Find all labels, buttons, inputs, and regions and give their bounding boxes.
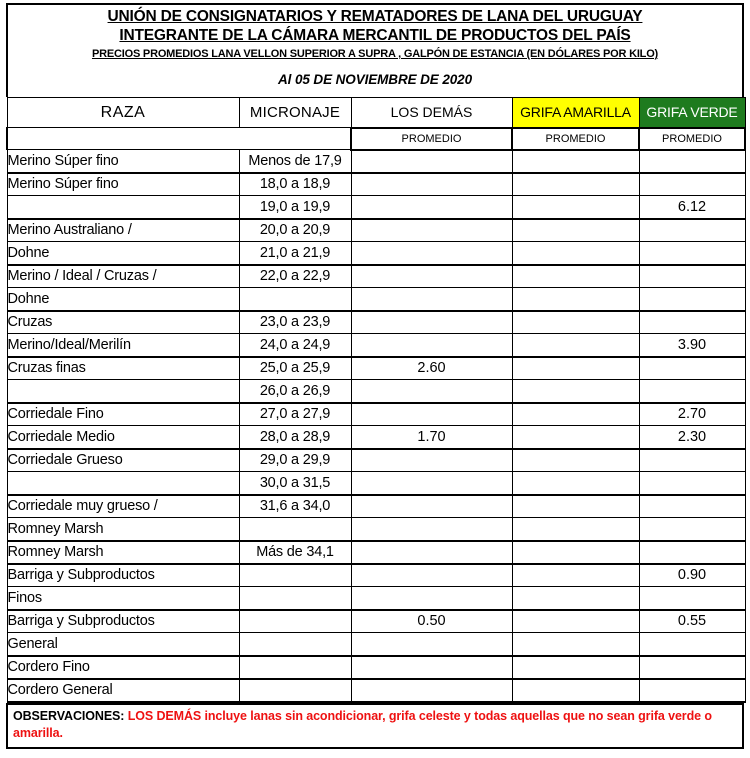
cell-grifa-amarilla bbox=[512, 495, 639, 518]
column-header-los-demas: LOS DEMÁS bbox=[351, 98, 512, 128]
cell-los-demas bbox=[351, 196, 512, 219]
cell-los-demas: 1.70 bbox=[351, 426, 512, 449]
cell-los-demas bbox=[351, 587, 512, 610]
cell-micronaje: 23,0 a 23,9 bbox=[239, 311, 351, 334]
cell-grifa-verde bbox=[639, 633, 745, 656]
cell-grifa-verde bbox=[639, 357, 745, 380]
cell-micronaje: Menos de 17,9 bbox=[239, 150, 351, 173]
cell-raza: Corriedale Medio bbox=[7, 426, 239, 449]
cell-raza: Cruzas bbox=[7, 311, 239, 334]
cell-los-demas bbox=[351, 380, 512, 403]
cell-raza: General bbox=[7, 633, 239, 656]
cell-los-demas bbox=[351, 403, 512, 426]
cell-raza: Corriedale Grueso bbox=[7, 449, 239, 472]
cell-grifa-amarilla bbox=[512, 564, 639, 587]
column-header-grifa-amarilla: GRIFA AMARILLA bbox=[512, 98, 639, 128]
cell-los-demas bbox=[351, 633, 512, 656]
cell-micronaje bbox=[239, 610, 351, 633]
cell-grifa-amarilla bbox=[512, 449, 639, 472]
table-row bbox=[7, 656, 745, 679]
table-row bbox=[7, 495, 745, 518]
cell-los-demas: 0.50 bbox=[351, 610, 512, 633]
cell-micronaje bbox=[239, 518, 351, 541]
cell-raza: Barriga y Subproductos bbox=[7, 564, 239, 587]
table-row bbox=[7, 288, 745, 311]
cell-los-demas bbox=[351, 334, 512, 357]
cell-grifa-amarilla bbox=[512, 426, 639, 449]
subheader-spacer-micronaje bbox=[239, 128, 351, 150]
cell-grifa-amarilla bbox=[512, 196, 639, 219]
cell-los-demas bbox=[351, 173, 512, 196]
cell-micronaje: 20,0 a 20,9 bbox=[239, 219, 351, 242]
table-row bbox=[7, 449, 745, 472]
cell-grifa-verde bbox=[639, 541, 745, 564]
cell-grifa-amarilla bbox=[512, 311, 639, 334]
cell-micronaje: 27,0 a 27,9 bbox=[239, 403, 351, 426]
column-header-grifa-verde: GRIFA VERDE bbox=[639, 98, 745, 128]
table-row bbox=[7, 541, 745, 564]
cell-los-demas bbox=[351, 311, 512, 334]
cell-raza: Merino Súper fino bbox=[7, 150, 239, 173]
cell-grifa-verde bbox=[639, 495, 745, 518]
cell-grifa-amarilla bbox=[512, 633, 639, 656]
cell-los-demas bbox=[351, 679, 512, 702]
cell-grifa-verde bbox=[639, 265, 745, 288]
cell-los-demas: 2.60 bbox=[351, 357, 512, 380]
cell-grifa-verde: 6.12 bbox=[639, 196, 745, 219]
cell-grifa-amarilla bbox=[512, 679, 639, 702]
cell-micronaje: 31,6 a 34,0 bbox=[239, 495, 351, 518]
cell-grifa-verde bbox=[639, 472, 745, 495]
cell-grifa-verde: 3.90 bbox=[639, 334, 745, 357]
cell-los-demas bbox=[351, 265, 512, 288]
cell-raza: Corriedale muy grueso / bbox=[7, 495, 239, 518]
table-row bbox=[7, 196, 745, 219]
table-body bbox=[7, 150, 745, 702]
column-header-micronaje: MICRONAJE bbox=[239, 98, 351, 128]
cell-raza bbox=[7, 472, 239, 495]
cell-grifa-amarilla bbox=[512, 380, 639, 403]
cell-micronaje: 21,0 a 21,9 bbox=[239, 242, 351, 265]
cell-grifa-verde bbox=[639, 656, 745, 679]
subheader-spacer-raza bbox=[7, 128, 239, 150]
subheader-promedio-los-demas: PROMEDIO bbox=[351, 128, 512, 150]
table-row bbox=[7, 150, 745, 173]
cell-raza bbox=[7, 380, 239, 403]
cell-micronaje: 19,0 a 19,9 bbox=[239, 196, 351, 219]
cell-raza bbox=[7, 196, 239, 219]
cell-grifa-amarilla bbox=[512, 610, 639, 633]
cell-grifa-amarilla bbox=[512, 265, 639, 288]
cell-micronaje: 24,0 a 24,9 bbox=[239, 334, 351, 357]
cell-raza: Romney Marsh bbox=[7, 541, 239, 564]
table-row bbox=[7, 426, 745, 449]
cell-grifa-verde bbox=[639, 219, 745, 242]
cell-grifa-verde bbox=[639, 518, 745, 541]
cell-micronaje: 22,0 a 22,9 bbox=[239, 265, 351, 288]
cell-grifa-verde: 0.55 bbox=[639, 610, 745, 633]
cell-raza: Romney Marsh bbox=[7, 518, 239, 541]
cell-micronaje: 25,0 a 25,9 bbox=[239, 357, 351, 380]
subtitle-line: PRECIOS PROMEDIOS LANA VELLON SUPERIOR A SUPRA , GALPÓN DE ESTANCIA (EN DÓLARES POR KILO) bbox=[91, 48, 659, 60]
cell-grifa-amarilla bbox=[512, 357, 639, 380]
cell-raza: Merino/Ideal/Merilín bbox=[7, 334, 239, 357]
cell-los-demas bbox=[351, 656, 512, 679]
cell-grifa-verde bbox=[639, 587, 745, 610]
table-row bbox=[7, 633, 745, 656]
cell-los-demas bbox=[351, 518, 512, 541]
cell-los-demas bbox=[351, 564, 512, 587]
cell-micronaje bbox=[239, 633, 351, 656]
cell-grifa-verde bbox=[639, 288, 745, 311]
cell-grifa-amarilla bbox=[512, 173, 639, 196]
cell-grifa-amarilla bbox=[512, 288, 639, 311]
observations-text: LOS DEMÁS incluye lanas sin acondicionar, grifa celeste y todas aquellas que no sean grifa verde o amarilla. bbox=[13, 708, 712, 740]
cell-micronaje: 30,0 a 31,5 bbox=[239, 472, 351, 495]
cell-los-demas bbox=[351, 150, 512, 173]
cell-grifa-amarilla bbox=[512, 656, 639, 679]
cell-grifa-verde: 0.90 bbox=[639, 564, 745, 587]
cell-los-demas bbox=[351, 288, 512, 311]
table-row bbox=[7, 472, 745, 495]
cell-grifa-amarilla bbox=[512, 541, 639, 564]
cell-grifa-verde bbox=[639, 173, 745, 196]
table-row bbox=[7, 380, 745, 403]
cell-micronaje bbox=[239, 564, 351, 587]
cell-raza: Dohne bbox=[7, 288, 239, 311]
cell-raza: Cordero General bbox=[7, 679, 239, 702]
subheader-promedio-grifa-verde: PROMEDIO bbox=[639, 128, 745, 150]
cell-los-demas bbox=[351, 541, 512, 564]
table-row bbox=[7, 219, 745, 242]
cell-grifa-verde bbox=[639, 242, 745, 265]
table-row bbox=[7, 403, 745, 426]
cell-los-demas bbox=[351, 495, 512, 518]
cell-raza: Cruzas finas bbox=[7, 357, 239, 380]
table-row bbox=[7, 564, 745, 587]
cell-grifa-amarilla bbox=[512, 242, 639, 265]
observations-label: OBSERVACIONES: bbox=[13, 708, 125, 723]
observations-note bbox=[6, 703, 744, 749]
table-header-row bbox=[7, 98, 745, 128]
table-row bbox=[7, 518, 745, 541]
cell-grifa-amarilla bbox=[512, 150, 639, 173]
cell-los-demas bbox=[351, 472, 512, 495]
cell-grifa-amarilla bbox=[512, 334, 639, 357]
table-row bbox=[7, 610, 745, 633]
cell-grifa-verde bbox=[639, 679, 745, 702]
table-row bbox=[7, 311, 745, 334]
cell-raza: Merino Súper fino bbox=[7, 173, 239, 196]
cell-raza: Corriedale Fino bbox=[7, 403, 239, 426]
cell-grifa-amarilla bbox=[512, 219, 639, 242]
table-row bbox=[7, 173, 745, 196]
cell-micronaje bbox=[239, 679, 351, 702]
cell-los-demas bbox=[351, 242, 512, 265]
table-row bbox=[7, 334, 745, 357]
table-row bbox=[7, 587, 745, 610]
title-line-2: INTEGRANTE DE LA CÁMARA MERCANTIL DE PRODUCTOS DEL PAÍS bbox=[119, 27, 631, 44]
date-line: Al 05 DE NOVIEMBRE DE 2020 bbox=[278, 72, 472, 87]
cell-raza: Cordero Fino bbox=[7, 656, 239, 679]
cell-grifa-verde: 2.30 bbox=[639, 426, 745, 449]
table-row bbox=[7, 242, 745, 265]
cell-micronaje: 28,0 a 28,9 bbox=[239, 426, 351, 449]
cell-grifa-verde: 2.70 bbox=[639, 403, 745, 426]
document-title-block bbox=[6, 3, 744, 97]
price-table bbox=[6, 97, 746, 703]
table-row bbox=[7, 357, 745, 380]
cell-micronaje: 29,0 a 29,9 bbox=[239, 449, 351, 472]
cell-micronaje: 18,0 a 18,9 bbox=[239, 173, 351, 196]
cell-los-demas bbox=[351, 449, 512, 472]
column-header-raza: RAZA bbox=[7, 98, 239, 128]
cell-micronaje bbox=[239, 288, 351, 311]
table-row bbox=[7, 265, 745, 288]
cell-micronaje: 26,0 a 26,9 bbox=[239, 380, 351, 403]
cell-grifa-amarilla bbox=[512, 403, 639, 426]
cell-micronaje bbox=[239, 656, 351, 679]
cell-raza: Merino Australiano / bbox=[7, 219, 239, 242]
cell-grifa-amarilla bbox=[512, 587, 639, 610]
title-line-1: UNIÓN DE CONSIGNATARIOS Y REMATADORES DE LANA DEL URUGUAY bbox=[107, 8, 643, 25]
cell-los-demas bbox=[351, 219, 512, 242]
cell-raza: Dohne bbox=[7, 242, 239, 265]
table-row bbox=[7, 679, 745, 702]
cell-micronaje: Más de 34,1 bbox=[239, 541, 351, 564]
cell-raza: Merino / Ideal / Cruzas / bbox=[7, 265, 239, 288]
cell-grifa-verde bbox=[639, 449, 745, 472]
cell-raza: Barriga y Subproductos bbox=[7, 610, 239, 633]
cell-micronaje bbox=[239, 587, 351, 610]
cell-grifa-verde bbox=[639, 150, 745, 173]
cell-grifa-verde bbox=[639, 311, 745, 334]
cell-grifa-amarilla bbox=[512, 472, 639, 495]
subheader-promedio-grifa-amarilla: PROMEDIO bbox=[512, 128, 639, 150]
cell-raza: Finos bbox=[7, 587, 239, 610]
table-subheader-row bbox=[7, 128, 745, 150]
cell-grifa-verde bbox=[639, 380, 745, 403]
cell-grifa-amarilla bbox=[512, 518, 639, 541]
